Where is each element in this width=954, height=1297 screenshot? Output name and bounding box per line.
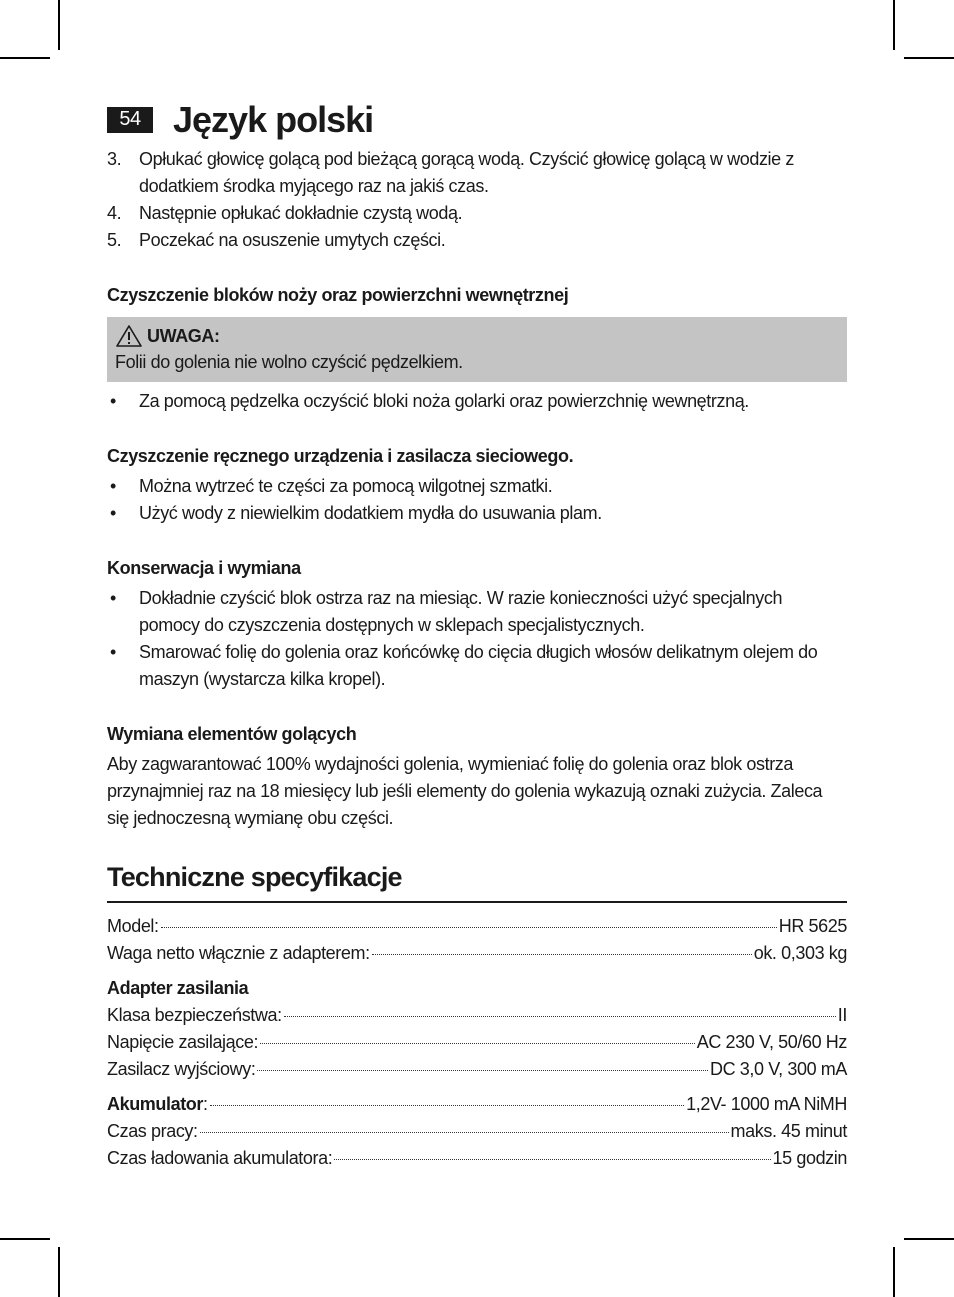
crop-mark: [893, 1247, 895, 1297]
section-heading-replacement: Wymiana elementów golących: [107, 724, 357, 744]
list-item: • Smarować folię do golenia oraz końcówkę do cięcia długich włosów delikatnym olejem do maszyn (wystarcza kilka kropel).: [110, 642, 818, 689]
list-item: 3. Opłukać głowicę golącą pod bieżącą gorącą wodą. Czyścić głowicę golącą w wodzie z dodatkiem środka myjącego raz na jakiś czas.: [107, 149, 794, 196]
list-item: 5. Poczekać na osuszenie umytych części.: [107, 230, 446, 250]
section-heading-maintenance: Konserwacja i wymiana: [107, 558, 301, 578]
spec-row: Napięcie zasilające: AC 230 V, 50/60 Hz: [107, 1032, 847, 1052]
warning-triangle-icon: [115, 324, 143, 348]
crop-mark: [904, 1238, 954, 1240]
crop-mark: [893, 0, 895, 50]
bullet-list: [107, 388, 847, 415]
bullet-list: [107, 473, 847, 527]
list-item: 4. Następnie opłukać dokładnie czystą wodą.: [107, 203, 463, 223]
specs-table: [107, 913, 847, 1172]
list-item: • Za pomocą pędzelka oczyścić bloki noża golarki oraz powierzchnię wewnętrzną.: [110, 391, 749, 411]
spec-row: Zasilacz wyjściowy: DC 3,0 V, 300 mA: [107, 1059, 847, 1079]
specs-title: Techniczne specyfikacje: [107, 862, 847, 903]
spec-row: Klasa bezpieczeństwa: II: [107, 1005, 847, 1025]
page-title: Język polski: [173, 99, 374, 140]
page-number: 54: [107, 107, 153, 133]
list-item: • Dokładnie czyścić blok ostrza raz na miesiąc. W razie konieczności użyć specjalnych pomocy do czyszczenia dostępnych w sklepach specjalistycznych.: [110, 588, 783, 635]
spec-row: Model: HR 5625: [107, 916, 847, 936]
warning-text: Folii do golenia nie wolno czyścić pędzelkiem.: [115, 352, 463, 372]
spec-group-adapter: Adapter zasilania: [107, 978, 249, 998]
crop-mark: [904, 57, 954, 59]
crop-mark: [0, 57, 50, 59]
crop-mark: [58, 0, 60, 50]
crop-mark: [0, 1238, 50, 1240]
list-item: • Użyć wody z niewielkim dodatkiem mydła do usuwania plam.: [110, 503, 602, 523]
list-item: • Można wytrzeć te części za pomocą wilgotnej szmatki.: [110, 476, 553, 496]
page-header: [107, 96, 847, 144]
warning-box: [107, 317, 847, 382]
bullet-list: [107, 585, 847, 693]
replacement-text: Aby zagwarantować 100% wydajności golenia, wymieniać folię do golenia oraz blok ostrza przynajmniej raz na 18 miesięcy lub jeśli elementy do golenia wykazują oznaki zużycia. Zaleca się jednoczesną wymianę obu części.: [107, 754, 823, 828]
steps-list: [107, 146, 847, 254]
spec-row: Waga netto włącznie z adapterem: ok. 0,303 kg: [107, 943, 847, 963]
section-heading-blades: Czyszczenie bloków noży oraz powierzchni wewnętrznej: [107, 285, 569, 305]
page-content: [107, 96, 847, 1172]
spec-row: Czas ładowania akumulatora: 15 godzin: [107, 1148, 847, 1168]
section-heading-device: Czyszczenie ręcznego urządzenia i zasilacza sieciowego.: [107, 446, 574, 466]
spec-row-battery: Akumulator: 1,2V- 1000 mA NiMH: [107, 1094, 847, 1114]
crop-mark: [58, 1247, 60, 1297]
spec-row: Czas pracy: maks. 45 minut: [107, 1121, 847, 1141]
warning-header: [115, 323, 839, 349]
warning-label: UWAGA:: [147, 326, 220, 346]
